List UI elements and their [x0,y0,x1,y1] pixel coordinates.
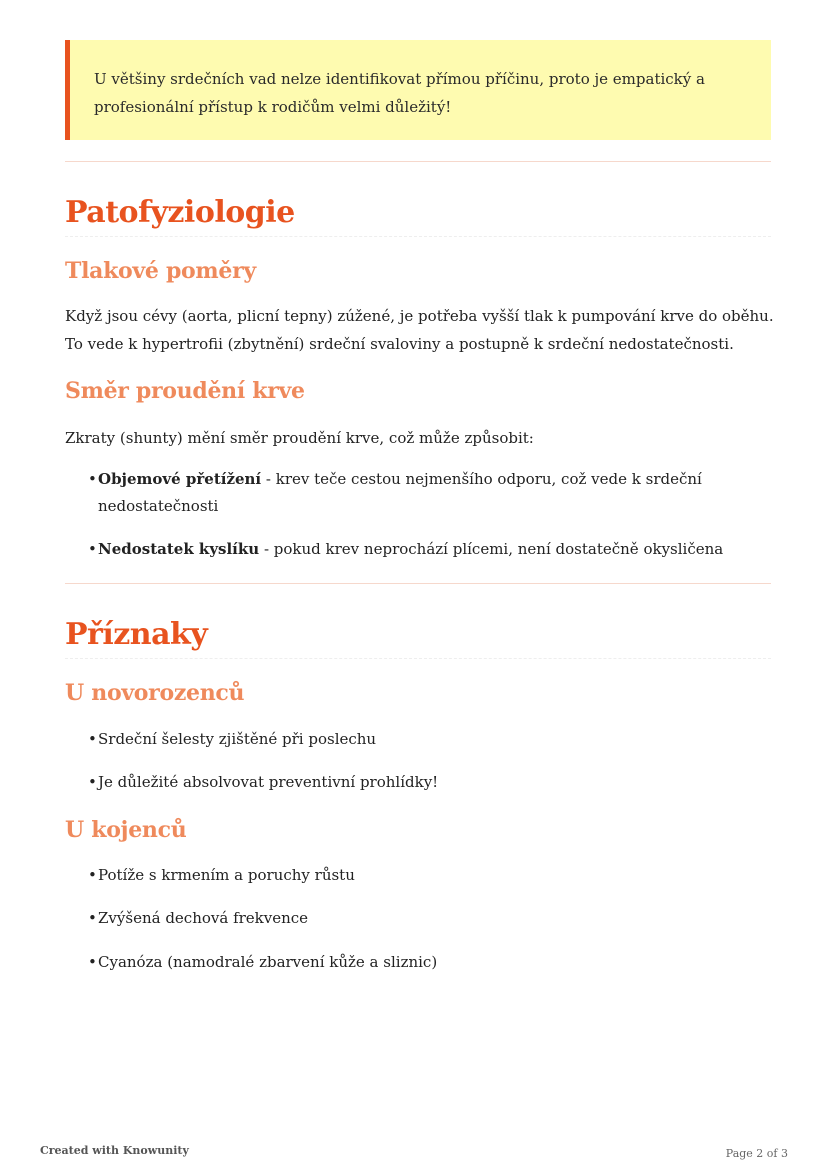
bullet-dot: • [88,730,97,748]
list-item [88,949,728,976]
paragraph-smer-intro: Zkraty (shunty) mění směr proudění krve, což může způsobit: [65,429,534,447]
bullet-dot: • [88,470,97,488]
list-item [88,905,728,932]
list-item [88,862,728,889]
list-item [88,536,728,563]
callout-line-1: U většiny srdečních vad nelze identifikovat přímou příčinu, proto je empatický a [94,70,705,88]
title-underline [65,236,771,237]
bullet-text: - pokud krev neprochází plícemi, není dostatečně okysličena [259,540,724,558]
info-callout [65,40,771,140]
subheading-kojenci: U kojenců [65,817,187,843]
bullet-dot: • [88,866,97,884]
bullet-dot: • [88,540,97,558]
bullet-text: Cyanóza (namodralé zbarvení kůže a sliznic) [98,953,438,971]
bullet-text: Je důležité absolvovat preventivní prohlídky! [98,773,439,791]
bullet-text: Zvýšená dechová frekvence [98,909,309,927]
bullet-term: Nedostatek kyslíku [98,540,260,558]
bullet-dot: • [88,953,97,971]
list-item [88,466,728,520]
bullet-text: Potíže s krmením a poruchy růstu [98,866,355,884]
bullet-text: Srdeční šelesty zjištěné při poslechu [98,730,377,748]
subheading-tlakove-pomery: Tlakové poměry [65,258,256,284]
callout-line-2: profesionální přístup k rodičům velmi důležitý! [94,98,452,116]
bullet-dot: • [88,773,97,791]
section-divider [65,161,771,162]
paragraph-line: Když jsou cévy (aorta, plicní tepny) zúžené, je potřeba vyšší tlak k pumpování krve do oběhu. [65,307,774,325]
subheading-novorozenci: U novorozenců [65,680,245,706]
title-underline [65,658,771,659]
page-number: Page 2 of 3 [725,1147,788,1160]
bullet-text: - krev teče cestou nejmenšího odporu, což vede k srdeční [261,470,702,488]
bullet-text-continuation: nedostatečnosti [98,497,219,515]
section-title-patofyziologie: Patofyziologie [65,195,295,230]
bullet-dot: • [88,909,97,927]
paragraph-tlakove [65,302,775,358]
section-title-priznaky: Příznaky [65,617,208,652]
section-divider [65,583,771,584]
list-item [88,769,728,796]
bullet-term: Objemové přetížení [98,470,262,488]
paragraph-line: To vede k hypertrofii (zbytnění) srdeční svaloviny a postupně k srdeční nedostatečnosti. [65,335,734,353]
list-item [88,726,728,753]
footer-credit: Created with Knowunity [40,1144,189,1157]
subheading-smer-proudeni: Směr proudění krve [65,378,305,404]
